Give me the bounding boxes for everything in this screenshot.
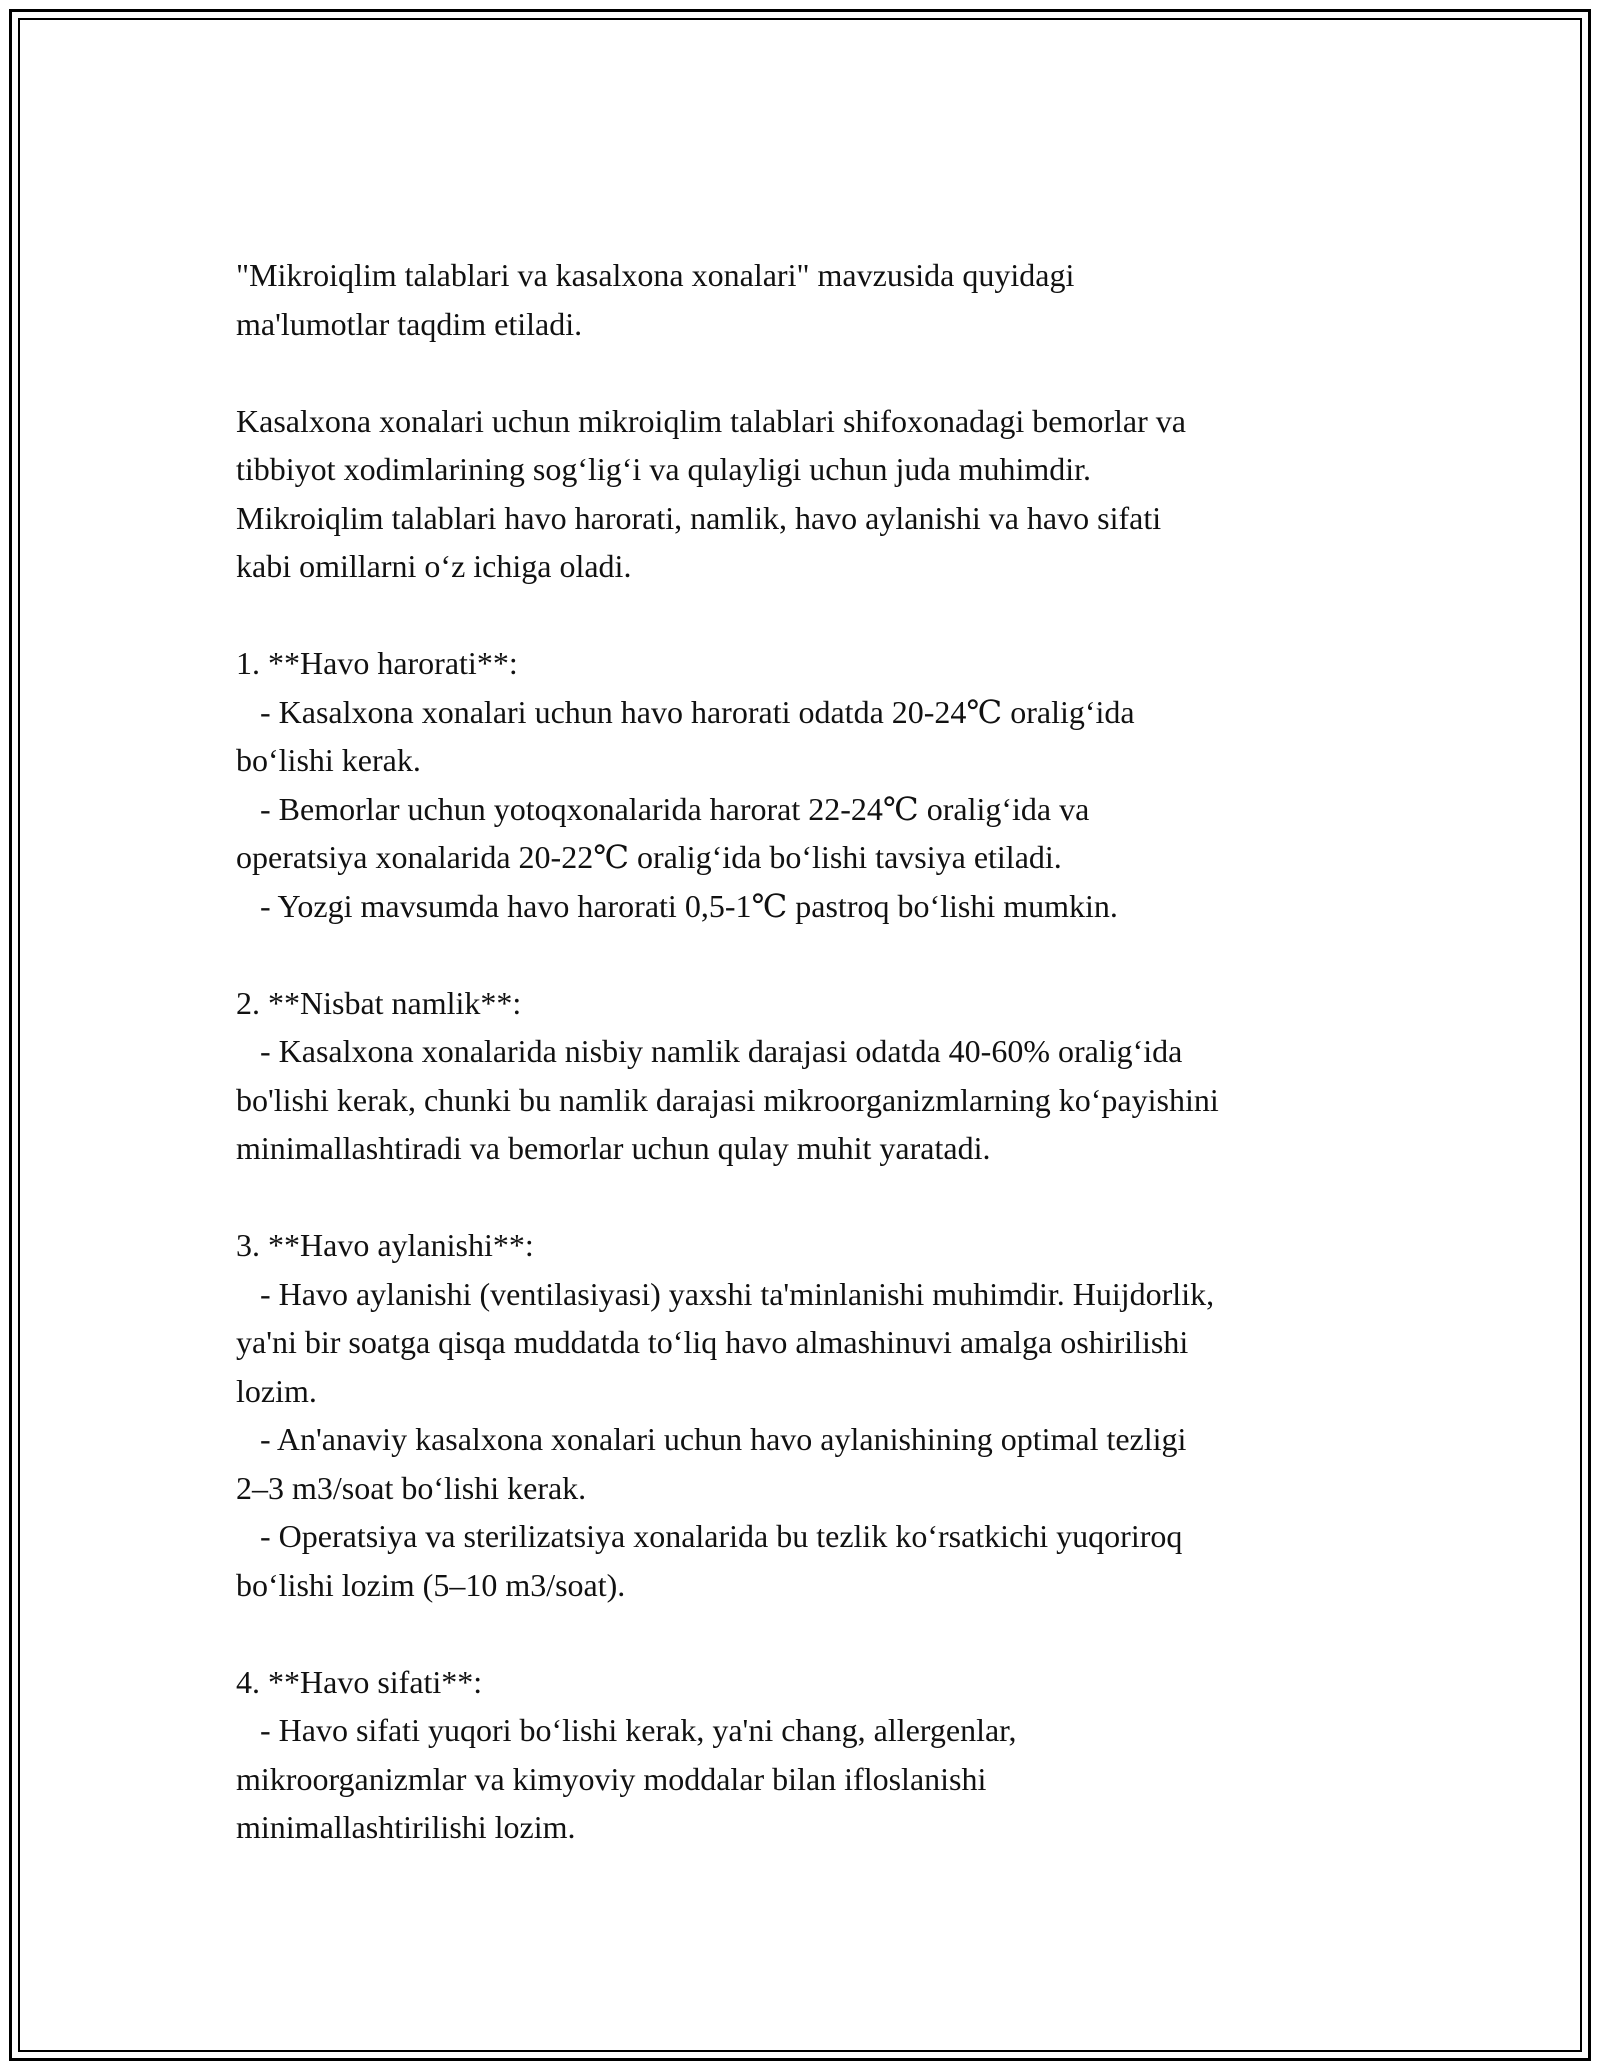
section-line: - Kasalxona xonalarida nisbiy namlik darajasi odatda 40-60% oralig‘ida <box>236 1033 1183 1069</box>
paragraph-gap <box>236 1609 1386 1658</box>
section-line: minimallashtiradi va bemorlar uchun qulay muhit yaratadi. <box>236 1130 991 1166</box>
section-heading: 3. **Havo aylanishi**: <box>236 1227 534 1263</box>
section-line: - Yozgi mavsumda havo harorati 0,5-1℃ pastroq bo‘lishi mumkin. <box>236 887 1118 924</box>
section-line: ya'ni bir soatga qisqa muddatda to‘liq havo almashinuvi amalga oshirilishi <box>236 1324 1189 1360</box>
section-line: lozim. <box>236 1372 317 1409</box>
section-heading: 2. **Nisbat namlik**: <box>236 984 522 1021</box>
section-temperature <box>236 639 1386 930</box>
section-line: bo'lishi kerak, chunki bu namlik darajasi mikroorganizmlarning ko‘payishini <box>236 1081 1219 1118</box>
section-line: 2–3 m3/soat bo‘lishi kerak. <box>236 1469 587 1506</box>
section-air-quality <box>236 1658 1386 1852</box>
section-line: minimallashtirilishi lozim. <box>236 1809 576 1845</box>
intro-paragraph <box>236 251 1386 348</box>
overview-line: kabi omillarni o‘z ichiga oladi. <box>236 548 632 584</box>
paragraph-gap <box>236 591 1386 640</box>
paragraph-gap <box>236 1173 1386 1222</box>
section-humidity <box>236 979 1386 1173</box>
intro-line: "Mikroiqlim talablari va kasalxona xonalari" mavzusida quyidagi <box>236 257 1075 293</box>
section-line: operatsiya xonalarida 20-22℃ oralig‘ida bo‘lishi tavsiya etiladi. <box>236 839 1062 875</box>
overview-line: Kasalxona xonalari uchun mikroiqlim talablari shifoxonadagi bemorlar va <box>236 402 1186 439</box>
section-line: bo‘lishi kerak. <box>236 742 421 778</box>
overview-paragraph <box>236 397 1386 591</box>
section-line: - Operatsiya va sterilizatsiya xonalarida bu tezlik ko‘rsatkichi yuqoriroq <box>236 1518 1183 1554</box>
section-heading: 4. **Havo sifati**: <box>236 1663 483 1700</box>
section-line: - Havo sifati yuqori bo‘lishi kerak, ya'ni chang, allergenlar, <box>236 1712 1017 1748</box>
paragraph-gap <box>236 348 1386 397</box>
section-line: - Bemorlar uchun yotoqxonalarida harorat 22-24℃ oralig‘ida va <box>236 790 1090 827</box>
document-body <box>236 251 1386 1852</box>
section-line: - Havo aylanishi (ventilasiyasi) yaxshi ta'minlanishi muhimdir. Huijdorlik, <box>236 1275 1215 1312</box>
section-line: mikroorganizmlar va kimyoviy moddalar bilan ifloslanishi <box>236 1760 987 1797</box>
overview-line: tibbiyot xodimlarining sog‘lig‘i va qulayligi uchun juda muhimdir. <box>236 451 1092 487</box>
section-heading: 1. **Havo harorati**: <box>236 645 518 681</box>
section-line: - Kasalxona xonalari uchun havo harorati odatda 20-24℃ oralig‘ida <box>236 693 1135 730</box>
section-line: bo‘lishi lozim (5–10 m3/soat). <box>236 1566 626 1603</box>
section-line: - An'anaviy kasalxona xonalari uchun havo aylanishining optimal tezligi <box>236 1421 1187 1457</box>
paragraph-gap <box>236 930 1386 979</box>
section-ventilation <box>236 1221 1386 1609</box>
intro-line: ma'lumotlar taqdim etiladi. <box>236 305 583 342</box>
overview-line: Mikroiqlim talablari havo harorati, namlik, havo aylanishi va havo sifati <box>236 499 1162 536</box>
